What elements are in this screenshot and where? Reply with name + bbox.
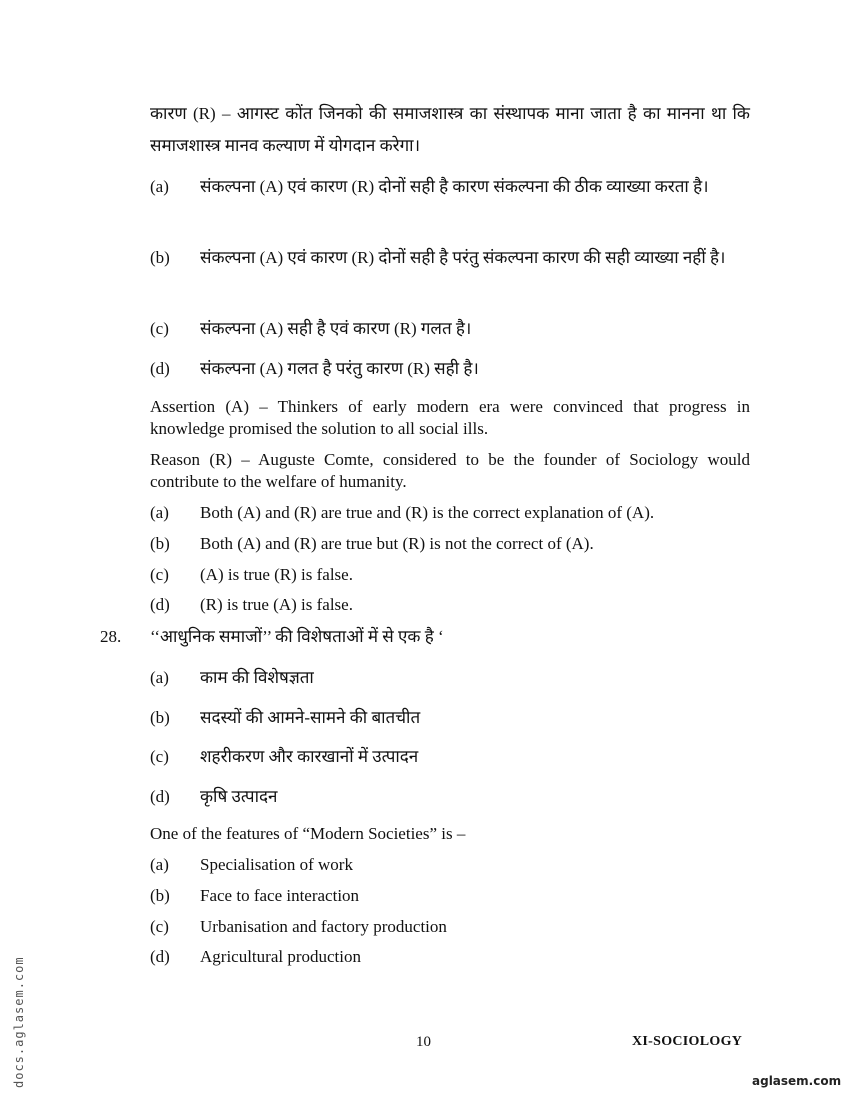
option-label: (c) bbox=[150, 319, 169, 338]
option-label: (d) bbox=[150, 947, 170, 966]
option-label: (c) bbox=[150, 747, 169, 766]
question-number: 28. bbox=[100, 627, 122, 646]
option-text: (R) is true (A) is false. bbox=[200, 595, 353, 614]
option-label: (a) bbox=[150, 177, 169, 196]
reason-english: Reason (R) – Auguste Comte, considered to be the founder of Sociology would contribute to the welfare of humanity. bbox=[150, 450, 750, 491]
option-text: Specialisation of work bbox=[200, 855, 353, 874]
option-label: (a) bbox=[150, 855, 169, 874]
reason-hindi: कारण (R) – आगस्ट कोंत जिनको की समाजशास्त्र का संस्थापक माना जाता है का मानना था कि समाजशास्त्र मानव कल्याण में योगदान करेगा। bbox=[150, 104, 750, 155]
option-label: (d) bbox=[150, 359, 170, 378]
question-28-hindi: ‘‘आधुनिक समाजों’’ की विशेषताओं में से एक है ‘ bbox=[150, 627, 444, 646]
option-text: Face to face interaction bbox=[200, 886, 360, 905]
option-text: संकल्पना (A) गलत है परंतु कारण (R) सही है। bbox=[200, 359, 479, 378]
option-label: (b) bbox=[150, 708, 170, 727]
option-label: (a) bbox=[150, 668, 169, 687]
option-text: संकल्पना (A) एवं कारण (R) दोनों सही है परंतु संकल्पना कारण की सही व्याख्या नहीं है। bbox=[200, 248, 726, 267]
option-text: Both (A) and (R) are true but (R) is not the correct of (A). bbox=[200, 534, 594, 553]
option-text: Urbanisation and factory production bbox=[200, 917, 447, 936]
option-label: (c) bbox=[150, 565, 169, 584]
course-code: XI-SOCIOLOGY bbox=[632, 1034, 743, 1049]
page-number: 10 bbox=[416, 1034, 431, 1050]
option-text: सदस्यों की आमने-सामने की बातचीत bbox=[200, 708, 421, 727]
option-text: काम की विशेषज्ञता bbox=[200, 668, 314, 687]
option-label: (d) bbox=[150, 787, 170, 806]
option-text: शहरीकरण और कारखानों में उत्पादन bbox=[200, 747, 419, 766]
option-text: संकल्पना (A) सही है एवं कारण (R) गलत है। bbox=[200, 319, 472, 338]
option-text: संकल्पना (A) एवं कारण (R) दोनों सही है कारण संकल्पना की ठीक व्याख्या करता है। bbox=[200, 177, 709, 196]
assertion-english: Assertion (A) – Thinkers of early modern era were convinced that progress in knowledge promised the solution to all social ills. bbox=[150, 397, 750, 438]
option-text: Both (A) and (R) are true and (R) is the correct explanation of (A). bbox=[200, 503, 655, 522]
option-text: Agricultural production bbox=[200, 947, 361, 966]
option-label: (c) bbox=[150, 917, 169, 936]
question-28-english: One of the features of “Modern Societies” is – bbox=[150, 824, 466, 843]
option-label: (a) bbox=[150, 503, 169, 522]
corner-watermark: aglasem.com bbox=[752, 1074, 842, 1088]
option-label: (b) bbox=[150, 248, 170, 267]
option-text: कृषि उत्पादन bbox=[200, 787, 278, 806]
option-label: (d) bbox=[150, 595, 170, 614]
option-label: (b) bbox=[150, 534, 170, 553]
option-text: (A) is true (R) is false. bbox=[200, 565, 353, 584]
vertical-watermark: docs.aglasem.com bbox=[12, 956, 26, 1088]
option-label: (b) bbox=[150, 886, 170, 905]
